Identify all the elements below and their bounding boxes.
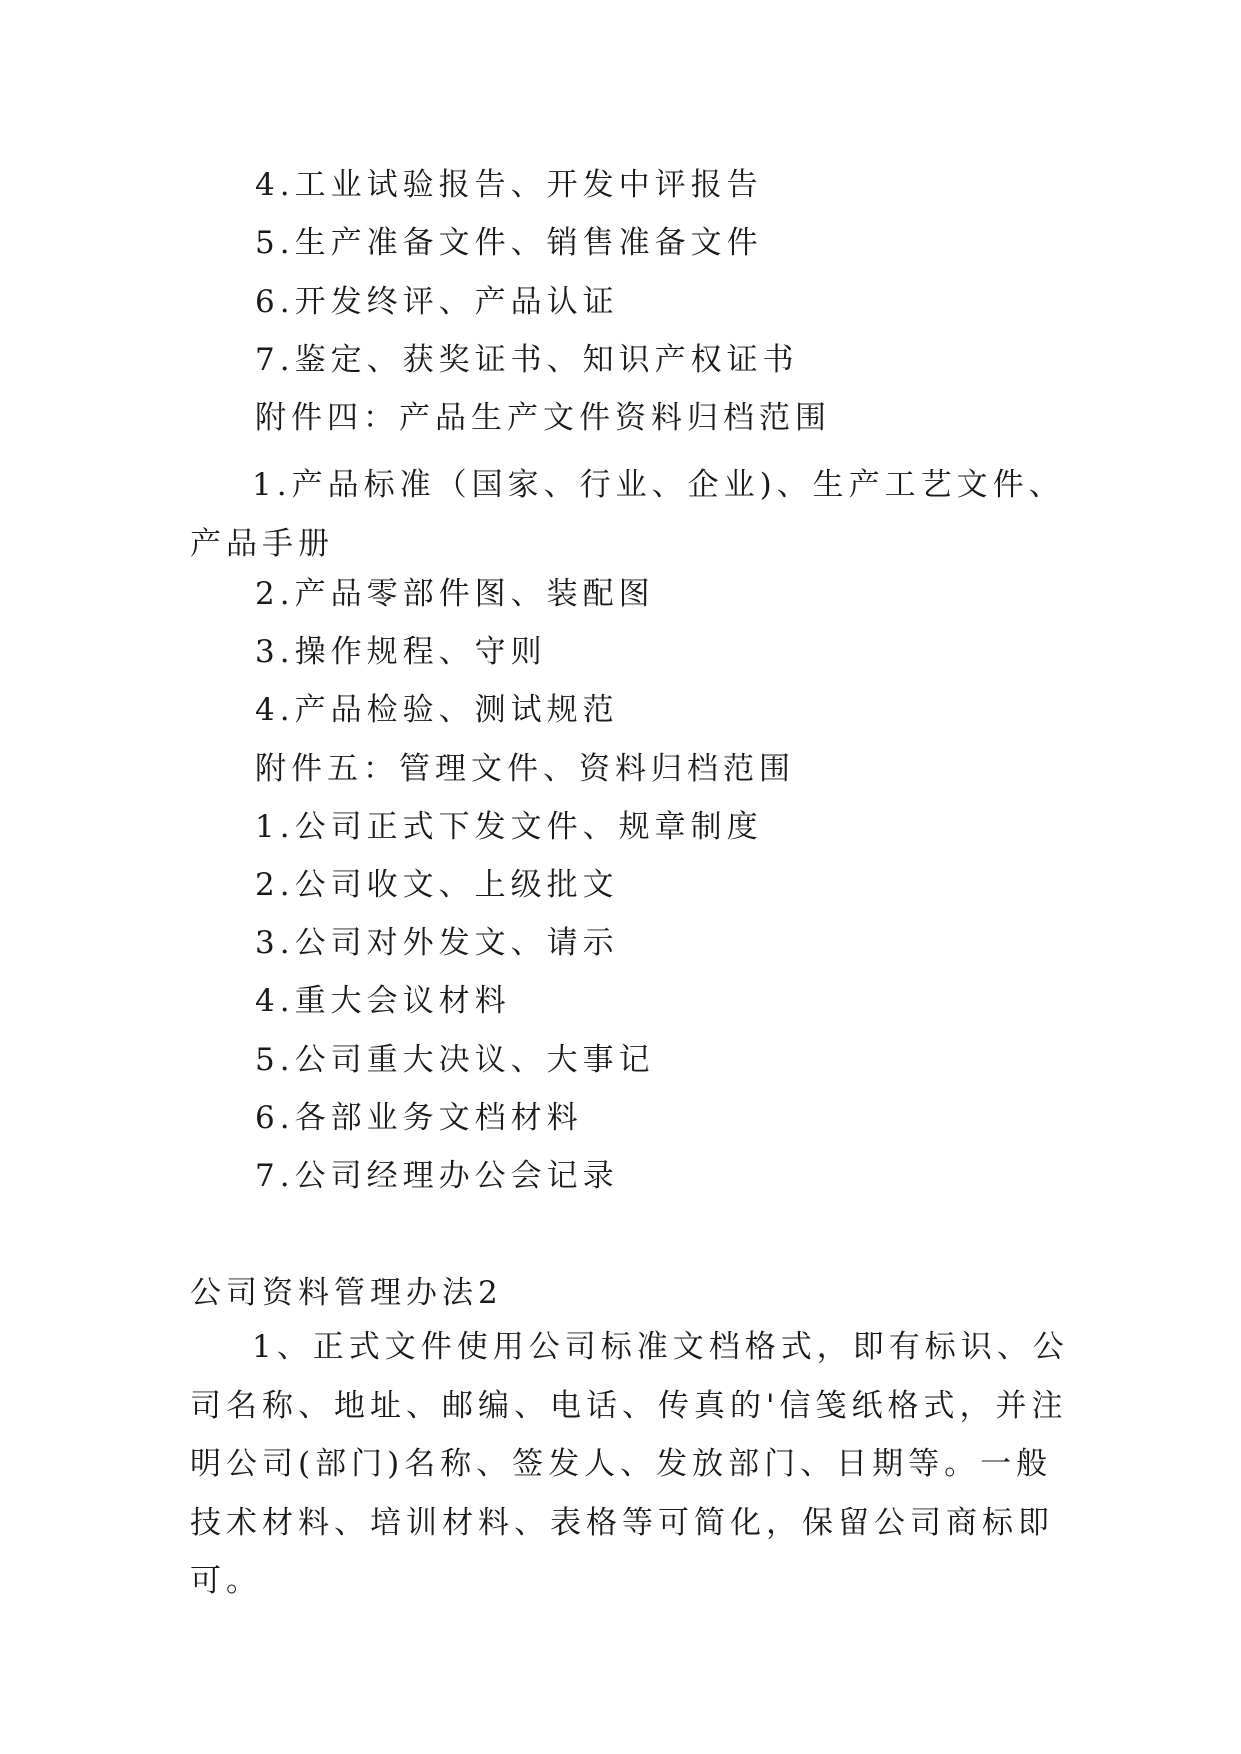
list-item: 4.重大会议材料 xyxy=(255,983,511,1019)
list-item: 6.各部业务文档材料 xyxy=(255,1100,583,1136)
list-item: 5.公司重大决议、大事记 xyxy=(255,1042,655,1078)
list-item: 1.公司正式下发文件、规章制度 xyxy=(255,809,763,845)
list-item: 1.产品标准（国家、行业、企业)、生产工艺文件、产品手册 xyxy=(190,467,1065,562)
list-item: 7.公司经理办公会记录 xyxy=(255,1158,619,1194)
list-item: 2.产品零部件图、装配图 xyxy=(255,576,655,612)
list-item: 5.生产准备文件、销售准备文件 xyxy=(255,225,763,261)
appendix-4-heading: 附件四：产品生产文件资料归档范围 xyxy=(255,400,831,436)
section-title: 公司资料管理办法2 xyxy=(190,1275,503,1311)
list-item: 3.操作规程、守则 xyxy=(255,634,547,670)
body-paragraph: 1、正式文件使用公司标准文档格式，即有标识、公司名称、地址、邮编、电话、传真的'信笺纸格式，并注明公司(部门)名称、签发人、发放部门、日期等。一般技术材料、培训材料、表格等可简化，保留公司商标即可。 xyxy=(190,1329,1069,1599)
list-item: 4.产品检验、测试规范 xyxy=(255,692,619,728)
list-item: 7.鉴定、获奖证书、知识产权证书 xyxy=(255,342,799,378)
list-item: 2.公司收文、上级批文 xyxy=(255,867,619,903)
list-item: 6.开发终评、产品认证 xyxy=(255,284,619,320)
appendix-5-heading: 附件五：管理文件、资料归档范围 xyxy=(255,751,795,787)
list-item: 4.工业试验报告、开发中评报告 xyxy=(255,167,763,203)
list-item: 3.公司对外发文、请示 xyxy=(255,925,619,961)
